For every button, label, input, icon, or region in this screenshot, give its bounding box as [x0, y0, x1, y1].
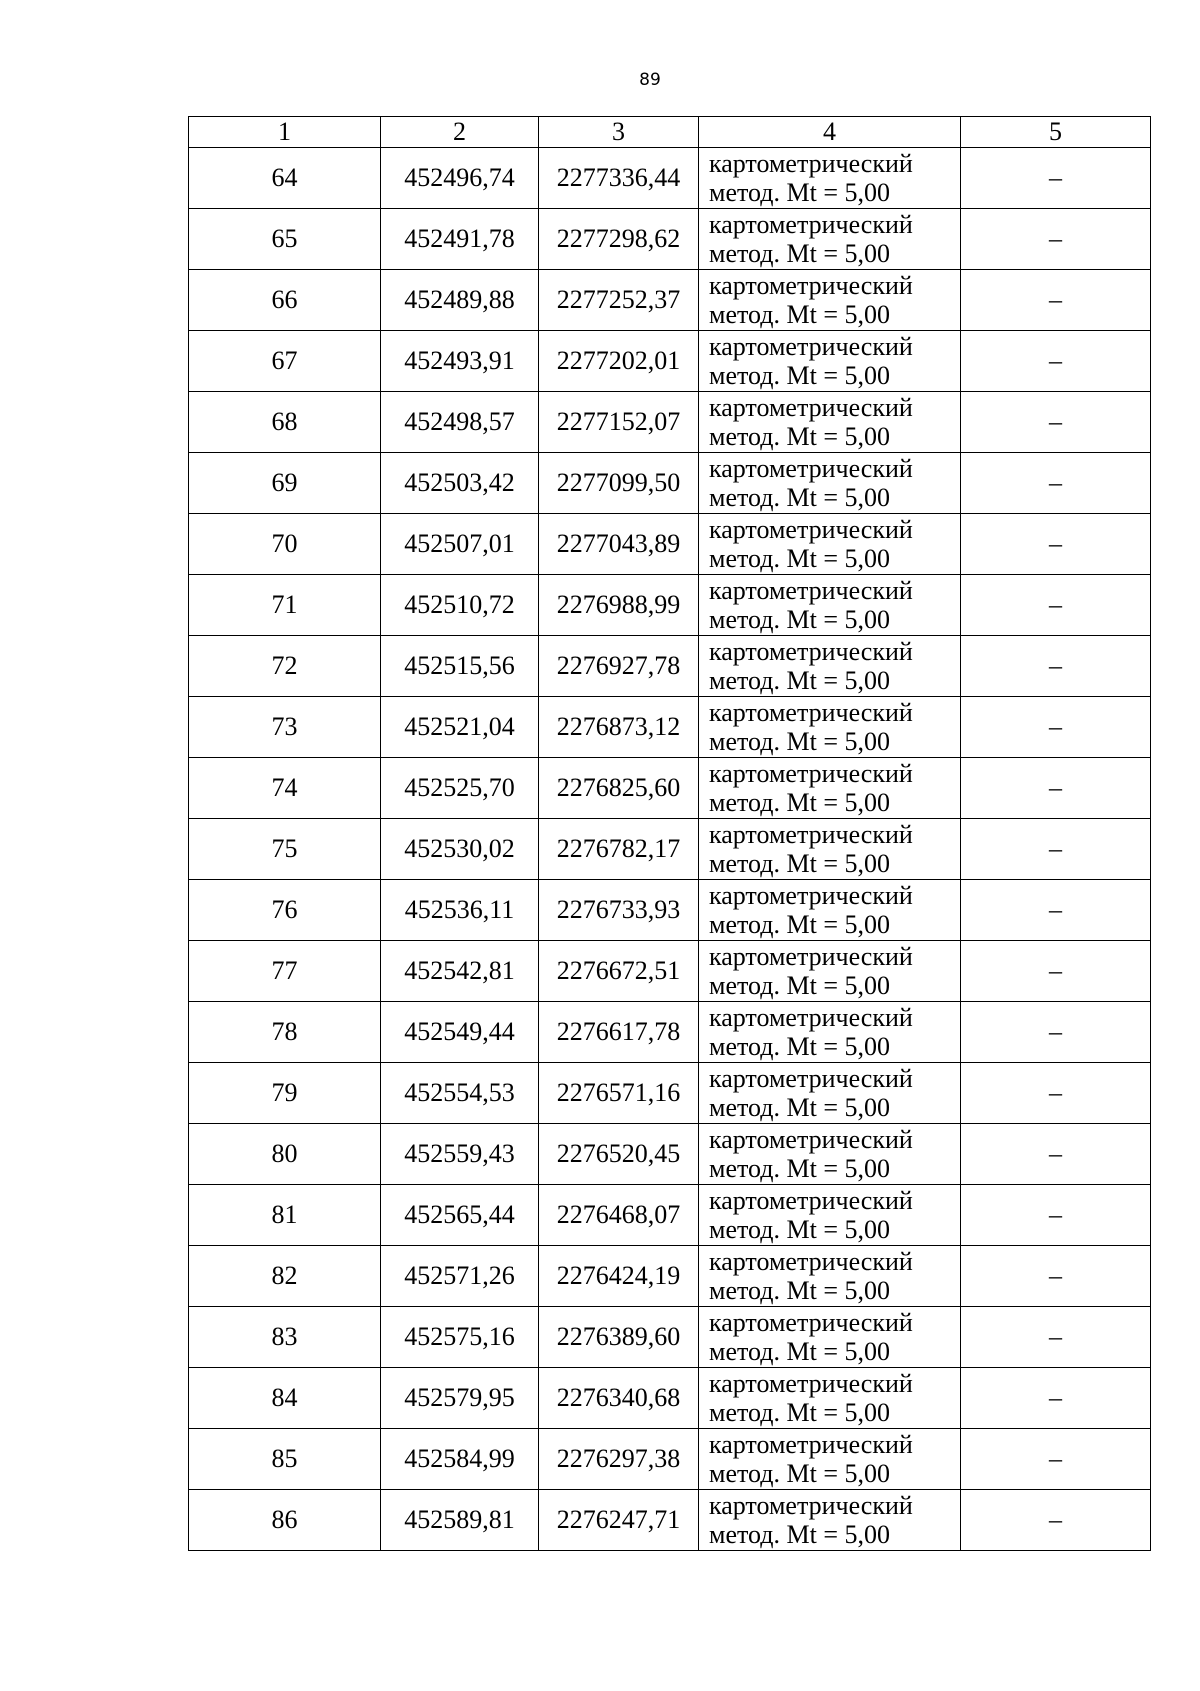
- method-line-1: картометрический: [709, 820, 913, 849]
- method-cell: [699, 819, 961, 880]
- x-coordinate-cell: 452530,02: [381, 819, 539, 880]
- method-line-2: метод. Mt = 5,00: [709, 910, 890, 939]
- point-number-cell: 84: [189, 1368, 381, 1429]
- point-number-cell: 83: [189, 1307, 381, 1368]
- x-coordinate-cell: 452491,78: [381, 209, 539, 270]
- note-cell: –: [961, 453, 1151, 514]
- table-row: [189, 636, 1151, 697]
- table-row: [189, 697, 1151, 758]
- x-coordinate-cell: 452542,81: [381, 941, 539, 1002]
- point-number-cell: 68: [189, 392, 381, 453]
- point-number-cell: 80: [189, 1124, 381, 1185]
- method-line-1: картометрический: [709, 454, 913, 483]
- method-line-2: метод. Mt = 5,00: [709, 1459, 890, 1488]
- method-line-2: метод. Mt = 5,00: [709, 1215, 890, 1244]
- method-line-2: метод. Mt = 5,00: [709, 971, 890, 1000]
- note-cell: –: [961, 1429, 1151, 1490]
- y-coordinate-cell: 2276873,12: [539, 697, 699, 758]
- note-cell: –: [961, 148, 1151, 209]
- point-number-cell: 85: [189, 1429, 381, 1490]
- y-coordinate-cell: 2276733,93: [539, 880, 699, 941]
- method-cell: [699, 1490, 961, 1551]
- header-col-4: 4: [699, 117, 961, 148]
- point-number-cell: 82: [189, 1246, 381, 1307]
- method-line-2: метод. Mt = 5,00: [709, 544, 890, 573]
- method-line-1: картометрический: [709, 1125, 913, 1154]
- point-number-cell: 73: [189, 697, 381, 758]
- point-number-cell: 72: [189, 636, 381, 697]
- method-line-2: метод. Mt = 5,00: [709, 1398, 890, 1427]
- method-cell: [699, 392, 961, 453]
- y-coordinate-cell: 2276825,60: [539, 758, 699, 819]
- method-line-2: метод. Mt = 5,00: [709, 1520, 890, 1549]
- x-coordinate-cell: 452510,72: [381, 575, 539, 636]
- x-coordinate-cell: 452559,43: [381, 1124, 539, 1185]
- x-coordinate-cell: 452489,88: [381, 270, 539, 331]
- y-coordinate-cell: 2276340,68: [539, 1368, 699, 1429]
- method-line-1: картометрический: [709, 1430, 913, 1459]
- method-line-1: картометрический: [709, 942, 913, 971]
- method-cell: [699, 148, 961, 209]
- method-line-2: метод. Mt = 5,00: [709, 1276, 890, 1305]
- method-line-1: картометрический: [709, 393, 913, 422]
- point-number-cell: 70: [189, 514, 381, 575]
- x-coordinate-cell: 452515,56: [381, 636, 539, 697]
- method-cell: [699, 941, 961, 1002]
- header-col-3: 3: [539, 117, 699, 148]
- y-coordinate-cell: 2276520,45: [539, 1124, 699, 1185]
- x-coordinate-cell: 452498,57: [381, 392, 539, 453]
- point-number-cell: 75: [189, 819, 381, 880]
- method-cell: [699, 1368, 961, 1429]
- y-coordinate-cell: 2276247,71: [539, 1490, 699, 1551]
- method-line-2: метод. Mt = 5,00: [709, 178, 890, 207]
- note-cell: –: [961, 1185, 1151, 1246]
- note-cell: –: [961, 697, 1151, 758]
- y-coordinate-cell: 2277043,89: [539, 514, 699, 575]
- table-row: [189, 331, 1151, 392]
- table-row: [189, 392, 1151, 453]
- method-cell: [699, 1185, 961, 1246]
- x-coordinate-cell: 452525,70: [381, 758, 539, 819]
- method-cell: [699, 697, 961, 758]
- note-cell: –: [961, 1063, 1151, 1124]
- method-line-1: картометрический: [709, 515, 913, 544]
- method-cell: [699, 270, 961, 331]
- method-cell: [699, 636, 961, 697]
- method-cell: [699, 1063, 961, 1124]
- method-line-1: картометрический: [709, 149, 913, 178]
- x-coordinate-cell: 452575,16: [381, 1307, 539, 1368]
- method-line-2: метод. Mt = 5,00: [709, 1093, 890, 1122]
- table-row: [189, 575, 1151, 636]
- y-coordinate-cell: 2276617,78: [539, 1002, 699, 1063]
- method-cell: [699, 1307, 961, 1368]
- point-number-cell: 74: [189, 758, 381, 819]
- table-row: [189, 1246, 1151, 1307]
- x-coordinate-cell: 452554,53: [381, 1063, 539, 1124]
- method-line-1: картометрический: [709, 1369, 913, 1398]
- method-line-2: метод. Mt = 5,00: [709, 727, 890, 756]
- page-number: 89: [639, 70, 661, 90]
- point-number-cell: 78: [189, 1002, 381, 1063]
- y-coordinate-cell: 2276782,17: [539, 819, 699, 880]
- method-cell: [699, 1124, 961, 1185]
- header-col-1: 1: [189, 117, 381, 148]
- point-number-cell: 64: [189, 148, 381, 209]
- header-col-5: 5: [961, 117, 1151, 148]
- x-coordinate-cell: 452536,11: [381, 880, 539, 941]
- table-row: [189, 880, 1151, 941]
- method-line-2: метод. Mt = 5,00: [709, 361, 890, 390]
- x-coordinate-cell: 452496,74: [381, 148, 539, 209]
- method-line-1: картометрический: [709, 1308, 913, 1337]
- method-line-1: картометрический: [709, 759, 913, 788]
- method-line-2: метод. Mt = 5,00: [709, 1032, 890, 1061]
- note-cell: –: [961, 392, 1151, 453]
- method-line-1: картометрический: [709, 1491, 913, 1520]
- point-number-cell: 66: [189, 270, 381, 331]
- method-cell: [699, 1429, 961, 1490]
- y-coordinate-cell: 2277099,50: [539, 453, 699, 514]
- method-line-1: картометрический: [709, 271, 913, 300]
- note-cell: –: [961, 819, 1151, 880]
- method-line-1: картометрический: [709, 1247, 913, 1276]
- method-line-2: метод. Mt = 5,00: [709, 1337, 890, 1366]
- table-row: [189, 1185, 1151, 1246]
- note-cell: –: [961, 1124, 1151, 1185]
- method-line-2: метод. Mt = 5,00: [709, 666, 890, 695]
- point-number-cell: 71: [189, 575, 381, 636]
- method-line-1: картометрический: [709, 698, 913, 727]
- note-cell: –: [961, 880, 1151, 941]
- table-row: [189, 1307, 1151, 1368]
- table-row: [189, 1368, 1151, 1429]
- method-cell: [699, 758, 961, 819]
- method-line-1: картометрический: [709, 637, 913, 666]
- method-line-2: метод. Mt = 5,00: [709, 239, 890, 268]
- table-row: [189, 1124, 1151, 1185]
- method-line-1: картометрический: [709, 576, 913, 605]
- note-cell: –: [961, 270, 1151, 331]
- method-line-1: картометрический: [709, 1064, 913, 1093]
- table-row: [189, 819, 1151, 880]
- x-coordinate-cell: 452549,44: [381, 1002, 539, 1063]
- header-col-2: 2: [381, 117, 539, 148]
- y-coordinate-cell: 2276297,38: [539, 1429, 699, 1490]
- y-coordinate-cell: 2277336,44: [539, 148, 699, 209]
- y-coordinate-cell: 2276571,16: [539, 1063, 699, 1124]
- header-row: [189, 117, 1151, 148]
- method-line-2: метод. Mt = 5,00: [709, 788, 890, 817]
- table-row: [189, 1002, 1151, 1063]
- table-row: [189, 270, 1151, 331]
- x-coordinate-cell: 452584,99: [381, 1429, 539, 1490]
- method-cell: [699, 331, 961, 392]
- note-cell: –: [961, 331, 1151, 392]
- coordinates-table: [188, 116, 1151, 1551]
- note-cell: –: [961, 209, 1151, 270]
- note-cell: –: [961, 1368, 1151, 1429]
- point-number-cell: 77: [189, 941, 381, 1002]
- note-cell: –: [961, 575, 1151, 636]
- method-line-1: картометрический: [709, 332, 913, 361]
- note-cell: –: [961, 1002, 1151, 1063]
- table-row: [189, 148, 1151, 209]
- method-line-2: метод. Mt = 5,00: [709, 849, 890, 878]
- x-coordinate-cell: 452507,01: [381, 514, 539, 575]
- method-line-2: метод. Mt = 5,00: [709, 422, 890, 451]
- point-number-cell: 69: [189, 453, 381, 514]
- point-number-cell: 67: [189, 331, 381, 392]
- note-cell: –: [961, 758, 1151, 819]
- method-line-1: картометрический: [709, 1186, 913, 1215]
- method-line-2: метод. Mt = 5,00: [709, 483, 890, 512]
- method-line-2: метод. Mt = 5,00: [709, 605, 890, 634]
- y-coordinate-cell: 2277298,62: [539, 209, 699, 270]
- method-line-2: метод. Mt = 5,00: [709, 1154, 890, 1183]
- x-coordinate-cell: 452503,42: [381, 453, 539, 514]
- x-coordinate-cell: 452579,95: [381, 1368, 539, 1429]
- table-row: [189, 1429, 1151, 1490]
- method-line-1: картометрический: [709, 881, 913, 910]
- note-cell: –: [961, 1490, 1151, 1551]
- method-cell: [699, 880, 961, 941]
- note-cell: –: [961, 514, 1151, 575]
- x-coordinate-cell: 452565,44: [381, 1185, 539, 1246]
- note-cell: –: [961, 1246, 1151, 1307]
- note-cell: –: [961, 1307, 1151, 1368]
- table-row: [189, 941, 1151, 1002]
- method-cell: [699, 209, 961, 270]
- point-number-cell: 65: [189, 209, 381, 270]
- method-cell: [699, 575, 961, 636]
- note-cell: –: [961, 941, 1151, 1002]
- table-row: [189, 1063, 1151, 1124]
- x-coordinate-cell: 452571,26: [381, 1246, 539, 1307]
- y-coordinate-cell: 2276468,07: [539, 1185, 699, 1246]
- method-cell: [699, 1002, 961, 1063]
- y-coordinate-cell: 2276672,51: [539, 941, 699, 1002]
- y-coordinate-cell: 2277252,37: [539, 270, 699, 331]
- table-body: [189, 148, 1151, 1551]
- table-row: [189, 514, 1151, 575]
- y-coordinate-cell: 2277202,01: [539, 331, 699, 392]
- method-cell: [699, 514, 961, 575]
- point-number-cell: 86: [189, 1490, 381, 1551]
- y-coordinate-cell: 2276927,78: [539, 636, 699, 697]
- method-line-2: метод. Mt = 5,00: [709, 300, 890, 329]
- table-row: [189, 1490, 1151, 1551]
- method-line-1: картометрический: [709, 1003, 913, 1032]
- table-row: [189, 453, 1151, 514]
- y-coordinate-cell: 2276988,99: [539, 575, 699, 636]
- y-coordinate-cell: 2276424,19: [539, 1246, 699, 1307]
- method-line-1: картометрический: [709, 210, 913, 239]
- table-row: [189, 758, 1151, 819]
- note-cell: –: [961, 636, 1151, 697]
- x-coordinate-cell: 452589,81: [381, 1490, 539, 1551]
- y-coordinate-cell: 2276389,60: [539, 1307, 699, 1368]
- point-number-cell: 81: [189, 1185, 381, 1246]
- y-coordinate-cell: 2277152,07: [539, 392, 699, 453]
- point-number-cell: 79: [189, 1063, 381, 1124]
- method-cell: [699, 1246, 961, 1307]
- method-cell: [699, 453, 961, 514]
- x-coordinate-cell: 452521,04: [381, 697, 539, 758]
- table-row: [189, 209, 1151, 270]
- x-coordinate-cell: 452493,91: [381, 331, 539, 392]
- point-number-cell: 76: [189, 880, 381, 941]
